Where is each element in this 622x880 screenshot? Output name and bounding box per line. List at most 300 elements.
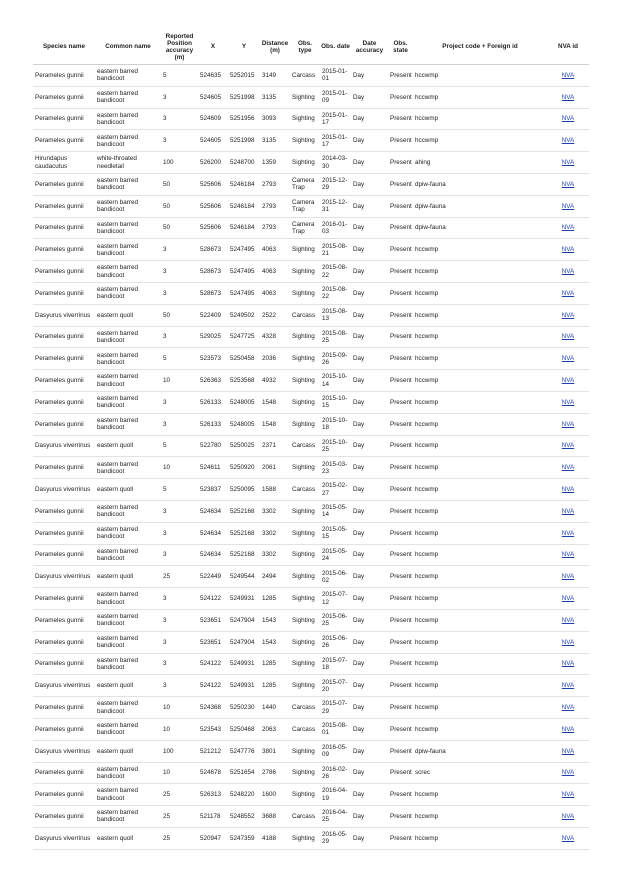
cell-common-name: eastern barred bandicoot — [95, 609, 161, 631]
cell-distance: 1588 — [260, 479, 290, 501]
cell-nva-id — [547, 479, 589, 501]
cell-obs-type: Sighting — [290, 282, 320, 304]
cell-x: 526363 — [198, 370, 228, 392]
cell-common-name: eastern barred bandicoot — [95, 217, 161, 239]
cell-obs-state: Present — [388, 195, 413, 217]
cell-species-name: Dasyurus viverrinus — [33, 435, 95, 457]
cell-y: 5251998 — [228, 130, 260, 152]
cell-species-name: Perameles gunnii — [33, 326, 95, 348]
cell-distance: 2063 — [260, 718, 290, 740]
cell-common-name: eastern barred bandicoot — [95, 762, 161, 784]
cell-distance: 1600 — [260, 784, 290, 806]
cell-position-accuracy: 3 — [161, 522, 198, 544]
cell-obs-date: 2015-05-14 — [320, 500, 351, 522]
cell-distance: 4063 — [260, 261, 290, 283]
cell-distance: 3688 — [260, 806, 290, 828]
cell-species-name: Perameles gunnii — [33, 391, 95, 413]
nva-link[interactable]: NVA — [561, 93, 575, 101]
cell-obs-date: 2015-08-22 — [320, 282, 351, 304]
cell-common-name: eastern barred bandicoot — [95, 239, 161, 261]
cell-common-name: eastern quoll — [95, 304, 161, 326]
nva-link[interactable]: NVA — [561, 725, 575, 733]
cell-x: 525606 — [198, 195, 228, 217]
cell-obs-date: 2015-08-25 — [320, 326, 351, 348]
cell-x: 528673 — [198, 282, 228, 304]
nva-link[interactable]: NVA — [561, 769, 575, 777]
cell-obs-type: Sighting — [290, 500, 320, 522]
cell-x: 524611 — [198, 457, 228, 479]
cell-species-name: Dasyurus viverrinus — [33, 566, 95, 588]
cell-nva-id — [547, 86, 589, 108]
header-distance: Distance (m) — [260, 30, 290, 65]
nva-link[interactable]: NVA — [561, 137, 575, 145]
nva-link[interactable]: NVA — [561, 682, 575, 690]
cell-obs-date: 2015-08-13 — [320, 304, 351, 326]
cell-y: 5246184 — [228, 217, 260, 239]
cell-date-accuracy: Day — [351, 130, 388, 152]
cell-nva-id — [547, 239, 589, 261]
cell-obs-type: Camera Trap — [290, 217, 320, 239]
cell-x: 526133 — [198, 391, 228, 413]
cell-obs-type: Sighting — [290, 653, 320, 675]
cell-species-name: Perameles gunnii — [33, 718, 95, 740]
cell-y: 5249544 — [228, 566, 260, 588]
cell-y: 5247904 — [228, 609, 260, 631]
cell-obs-type: Sighting — [290, 108, 320, 130]
cell-date-accuracy: Day — [351, 762, 388, 784]
cell-x: 521178 — [198, 806, 228, 828]
nva-link[interactable]: NVA — [561, 594, 575, 602]
cell-common-name: eastern barred bandicoot — [95, 195, 161, 217]
cell-nva-id — [547, 609, 589, 631]
observation-table — [33, 30, 589, 850]
cell-x: 524122 — [198, 588, 228, 610]
table-row — [33, 609, 589, 631]
header-common-name: Common name — [95, 30, 161, 65]
cell-nva-id — [547, 391, 589, 413]
cell-common-name: eastern barred bandicoot — [95, 784, 161, 806]
cell-y: 5247725 — [228, 326, 260, 348]
nva-link[interactable]: NVA — [561, 507, 575, 515]
table-row — [33, 457, 589, 479]
cell-position-accuracy: 5 — [161, 479, 198, 501]
cell-obs-type: Sighting — [290, 457, 320, 479]
cell-y: 5252168 — [228, 500, 260, 522]
cell-obs-state: Present — [388, 130, 413, 152]
cell-nva-id — [547, 653, 589, 675]
cell-y: 5248552 — [228, 806, 260, 828]
cell-x: 522449 — [198, 566, 228, 588]
cell-y: 5247776 — [228, 740, 260, 762]
cell-common-name: white-throated needletail — [95, 152, 161, 174]
nva-link[interactable]: NVA — [561, 158, 575, 166]
cell-date-accuracy: Day — [351, 217, 388, 239]
cell-common-name: eastern barred bandicoot — [95, 653, 161, 675]
cell-obs-state: Present — [388, 282, 413, 304]
table-row — [33, 130, 589, 152]
cell-x: 524609 — [198, 108, 228, 130]
cell-project-code: hccwmp — [413, 65, 547, 87]
cell-species-name: Dasyurus viverrinus — [33, 479, 95, 501]
cell-date-accuracy: Day — [351, 588, 388, 610]
cell-y: 5251956 — [228, 108, 260, 130]
cell-obs-type: Carcass — [290, 697, 320, 719]
cell-date-accuracy: Day — [351, 413, 388, 435]
cell-project-code: hccwmp — [413, 566, 547, 588]
table-row — [33, 108, 589, 130]
table-row — [33, 261, 589, 283]
nva-link[interactable]: NVA — [561, 791, 575, 799]
cell-obs-type: Carcass — [290, 479, 320, 501]
cell-y: 5247495 — [228, 261, 260, 283]
cell-x: 526200 — [198, 152, 228, 174]
cell-obs-state: Present — [388, 391, 413, 413]
cell-date-accuracy: Day — [351, 566, 388, 588]
cell-common-name: eastern barred bandicoot — [95, 65, 161, 87]
nva-link[interactable]: NVA — [561, 660, 575, 668]
cell-x: 526133 — [198, 413, 228, 435]
cell-date-accuracy: Day — [351, 261, 388, 283]
cell-y: 5247495 — [228, 282, 260, 304]
cell-position-accuracy: 5 — [161, 348, 198, 370]
cell-project-code: hccwmp — [413, 86, 547, 108]
cell-obs-date: 2015-07-12 — [320, 588, 351, 610]
cell-obs-type: Camera Trap — [290, 173, 320, 195]
cell-distance: 4188 — [260, 827, 290, 849]
cell-x: 524634 — [198, 544, 228, 566]
cell-nva-id — [547, 173, 589, 195]
cell-project-code: hccwmp — [413, 522, 547, 544]
cell-species-name: Perameles gunnii — [33, 588, 95, 610]
cell-obs-type: Sighting — [290, 784, 320, 806]
nva-link[interactable]: NVA — [561, 616, 575, 624]
cell-distance: 2494 — [260, 566, 290, 588]
cell-date-accuracy: Day — [351, 827, 388, 849]
table-row — [33, 282, 589, 304]
cell-distance: 1285 — [260, 653, 290, 675]
cell-obs-state: Present — [388, 631, 413, 653]
cell-date-accuracy: Day — [351, 609, 388, 631]
cell-date-accuracy: Day — [351, 675, 388, 697]
cell-nva-id — [547, 282, 589, 304]
cell-position-accuracy: 3 — [161, 544, 198, 566]
header-obs-type: Obs. type — [290, 30, 320, 65]
cell-distance: 1359 — [260, 152, 290, 174]
cell-y: 5247495 — [228, 239, 260, 261]
cell-obs-date: 2015-01-17 — [320, 130, 351, 152]
cell-nva-id — [547, 631, 589, 653]
cell-date-accuracy: Day — [351, 435, 388, 457]
cell-project-code: hccwmp — [413, 697, 547, 719]
cell-obs-state: Present — [388, 413, 413, 435]
cell-x: 524122 — [198, 653, 228, 675]
cell-obs-type: Sighting — [290, 566, 320, 588]
table-body — [33, 65, 589, 850]
cell-obs-state: Present — [388, 827, 413, 849]
cell-species-name: Dasyurus viverrinus — [33, 675, 95, 697]
cell-x: 522780 — [198, 435, 228, 457]
cell-obs-date: 2015-06-02 — [320, 566, 351, 588]
cell-x: 523651 — [198, 631, 228, 653]
cell-x: 529025 — [198, 326, 228, 348]
cell-y: 5249502 — [228, 304, 260, 326]
cell-obs-date: 2015-05-15 — [320, 522, 351, 544]
cell-position-accuracy: 25 — [161, 566, 198, 588]
cell-project-code: hccwmp — [413, 261, 547, 283]
cell-common-name: eastern barred bandicoot — [95, 457, 161, 479]
cell-obs-date: 2016-04-19 — [320, 784, 351, 806]
cell-x: 523837 — [198, 479, 228, 501]
cell-obs-type: Sighting — [290, 631, 320, 653]
cell-obs-type: Sighting — [290, 370, 320, 392]
nva-link[interactable]: NVA — [561, 115, 575, 123]
cell-obs-state: Present — [388, 217, 413, 239]
cell-species-name: Perameles gunnii — [33, 544, 95, 566]
table-row — [33, 348, 589, 370]
cell-distance: 4932 — [260, 370, 290, 392]
nva-link[interactable]: NVA — [561, 376, 575, 384]
nva-link[interactable]: NVA — [561, 812, 575, 820]
cell-obs-date: 2015-08-21 — [320, 239, 351, 261]
nva-link[interactable]: NVA — [561, 202, 575, 210]
cell-species-name: Dasyurus viverrinus — [33, 740, 95, 762]
cell-nva-id — [547, 413, 589, 435]
cell-y: 5247359 — [228, 827, 260, 849]
cell-species-name: Perameles gunnii — [33, 457, 95, 479]
cell-obs-date: 2015-07-18 — [320, 653, 351, 675]
cell-nva-id — [547, 217, 589, 239]
cell-position-accuracy: 3 — [161, 609, 198, 631]
cell-project-code: ahing — [413, 152, 547, 174]
nva-link[interactable]: NVA — [561, 289, 575, 297]
cell-species-name: Perameles gunnii — [33, 65, 95, 87]
cell-y: 5250458 — [228, 348, 260, 370]
table-row — [33, 631, 589, 653]
header-position-accuracy: Reported Position accuracy (m) — [161, 30, 198, 65]
cell-species-name: Perameles gunnii — [33, 86, 95, 108]
nva-link[interactable]: NVA — [561, 638, 575, 646]
cell-obs-state: Present — [388, 457, 413, 479]
cell-date-accuracy: Day — [351, 718, 388, 740]
cell-obs-type: Sighting — [290, 239, 320, 261]
cell-x: 524368 — [198, 697, 228, 719]
cell-position-accuracy: 3 — [161, 326, 198, 348]
cell-nva-id — [547, 304, 589, 326]
cell-project-code: hccwmp — [413, 479, 547, 501]
cell-obs-state: Present — [388, 261, 413, 283]
cell-nva-id — [547, 697, 589, 719]
cell-position-accuracy: 3 — [161, 675, 198, 697]
nva-link[interactable]: NVA — [561, 180, 575, 188]
cell-x: 524678 — [198, 762, 228, 784]
cell-obs-state: Present — [388, 697, 413, 719]
cell-common-name: eastern quoll — [95, 479, 161, 501]
cell-species-name: Perameles gunnii — [33, 806, 95, 828]
cell-nva-id — [547, 675, 589, 697]
cell-obs-date: 2015-10-14 — [320, 370, 351, 392]
nva-link[interactable]: NVA — [561, 398, 575, 406]
cell-common-name: eastern barred bandicoot — [95, 544, 161, 566]
cell-project-code: dpiw-fauna — [413, 740, 547, 762]
cell-obs-date: 2015-10-18 — [320, 413, 351, 435]
cell-nva-id — [547, 588, 589, 610]
cell-y: 5250230 — [228, 697, 260, 719]
cell-nva-id — [547, 195, 589, 217]
cell-obs-state: Present — [388, 152, 413, 174]
cell-distance: 2793 — [260, 217, 290, 239]
cell-distance: 1548 — [260, 391, 290, 413]
nva-link[interactable]: NVA — [561, 224, 575, 232]
cell-common-name: eastern barred bandicoot — [95, 588, 161, 610]
cell-nva-id — [547, 500, 589, 522]
cell-project-code: hccwmp — [413, 609, 547, 631]
cell-obs-date: 2016-05-29 — [320, 827, 351, 849]
cell-y: 5250095 — [228, 479, 260, 501]
cell-project-code: hccwmp — [413, 784, 547, 806]
cell-position-accuracy: 10 — [161, 697, 198, 719]
cell-project-code: hccwmp — [413, 500, 547, 522]
nva-link[interactable]: NVA — [561, 442, 575, 450]
cell-species-name: Perameles gunnii — [33, 784, 95, 806]
cell-distance: 3135 — [260, 86, 290, 108]
cell-position-accuracy: 10 — [161, 718, 198, 740]
cell-date-accuracy: Day — [351, 457, 388, 479]
cell-obs-state: Present — [388, 500, 413, 522]
table-row — [33, 479, 589, 501]
cell-species-name: Perameles gunnii — [33, 762, 95, 784]
cell-species-name: Perameles gunnii — [33, 239, 95, 261]
cell-date-accuracy: Day — [351, 152, 388, 174]
cell-obs-state: Present — [388, 762, 413, 784]
nva-link[interactable]: NVA — [561, 267, 575, 275]
cell-common-name: eastern barred bandicoot — [95, 806, 161, 828]
cell-obs-date: 2015-09-26 — [320, 348, 351, 370]
cell-y: 5250468 — [228, 718, 260, 740]
cell-date-accuracy: Day — [351, 195, 388, 217]
nva-link[interactable]: NVA — [561, 529, 575, 537]
cell-species-name: Perameles gunnii — [33, 413, 95, 435]
cell-common-name: eastern barred bandicoot — [95, 697, 161, 719]
cell-obs-date: 2015-12-31 — [320, 195, 351, 217]
cell-date-accuracy: Day — [351, 500, 388, 522]
nva-link[interactable]: NVA — [561, 573, 575, 581]
table-row — [33, 566, 589, 588]
cell-position-accuracy: 5 — [161, 435, 198, 457]
cell-species-name: Perameles gunnii — [33, 370, 95, 392]
cell-project-code: hccwmp — [413, 718, 547, 740]
cell-y: 5249931 — [228, 675, 260, 697]
cell-y: 5253568 — [228, 370, 260, 392]
cell-species-name: Perameles gunnii — [33, 130, 95, 152]
nva-link[interactable]: NVA — [561, 333, 575, 341]
nva-link[interactable]: NVA — [561, 420, 575, 428]
cell-date-accuracy: Day — [351, 65, 388, 87]
cell-obs-state: Present — [388, 348, 413, 370]
header-x: X — [198, 30, 228, 65]
cell-project-code: hccwmp — [413, 304, 547, 326]
cell-x: 524634 — [198, 522, 228, 544]
nva-link[interactable]: NVA — [561, 747, 575, 755]
cell-y: 5248700 — [228, 152, 260, 174]
cell-obs-type: Sighting — [290, 827, 320, 849]
nva-link[interactable]: NVA — [561, 311, 575, 319]
cell-obs-state: Present — [388, 784, 413, 806]
cell-obs-state: Present — [388, 86, 413, 108]
table-row — [33, 697, 589, 719]
cell-y: 5248005 — [228, 391, 260, 413]
cell-obs-type: Sighting — [290, 740, 320, 762]
header-project-code: Project code + Foreign id — [413, 30, 547, 65]
cell-obs-date: 2015-10-25 — [320, 435, 351, 457]
cell-x: 523543 — [198, 718, 228, 740]
cell-common-name: eastern barred bandicoot — [95, 86, 161, 108]
cell-x: 523651 — [198, 609, 228, 631]
cell-position-accuracy: 100 — [161, 152, 198, 174]
cell-date-accuracy: Day — [351, 479, 388, 501]
cell-obs-date: 2015-01-17 — [320, 108, 351, 130]
cell-y: 5249931 — [228, 588, 260, 610]
cell-species-name: Perameles gunnii — [33, 522, 95, 544]
cell-species-name: Perameles gunnii — [33, 653, 95, 675]
cell-position-accuracy: 25 — [161, 827, 198, 849]
cell-obs-type: Carcass — [290, 718, 320, 740]
cell-position-accuracy: 3 — [161, 500, 198, 522]
cell-position-accuracy: 10 — [161, 762, 198, 784]
header-row — [33, 30, 589, 65]
nva-link[interactable]: NVA — [561, 464, 575, 472]
cell-y: 5248220 — [228, 784, 260, 806]
cell-obs-type: Sighting — [290, 522, 320, 544]
nva-link[interactable]: NVA — [561, 71, 575, 79]
cell-distance: 1548 — [260, 413, 290, 435]
cell-position-accuracy: 3 — [161, 282, 198, 304]
cell-common-name: eastern barred bandicoot — [95, 718, 161, 740]
nva-link[interactable]: NVA — [561, 485, 575, 493]
header-y: Y — [228, 30, 260, 65]
cell-position-accuracy: 3 — [161, 391, 198, 413]
cell-distance: 4063 — [260, 239, 290, 261]
cell-obs-date: 2015-01-01 — [320, 65, 351, 87]
nva-link[interactable]: NVA — [561, 703, 575, 711]
cell-obs-type: Sighting — [290, 413, 320, 435]
cell-position-accuracy: 100 — [161, 740, 198, 762]
cell-project-code: hccwmp — [413, 806, 547, 828]
cell-project-code: hccwmp — [413, 108, 547, 130]
cell-date-accuracy: Day — [351, 370, 388, 392]
cell-obs-type: Sighting — [290, 130, 320, 152]
nva-link[interactable]: NVA — [561, 355, 575, 363]
cell-common-name: eastern barred bandicoot — [95, 326, 161, 348]
cell-obs-date: 2015-08-01 — [320, 718, 351, 740]
nva-link[interactable]: NVA — [561, 551, 575, 559]
cell-position-accuracy: 3 — [161, 413, 198, 435]
cell-project-code: hccwmp — [413, 435, 547, 457]
cell-nva-id — [547, 435, 589, 457]
cell-distance: 1285 — [260, 588, 290, 610]
nva-link[interactable]: NVA — [561, 834, 575, 842]
cell-date-accuracy: Day — [351, 86, 388, 108]
cell-nva-id — [547, 784, 589, 806]
cell-distance: 1440 — [260, 697, 290, 719]
cell-position-accuracy: 5 — [161, 65, 198, 87]
cell-position-accuracy: 10 — [161, 370, 198, 392]
nva-link[interactable]: NVA — [561, 246, 575, 254]
cell-project-code: dpiw-fauna — [413, 195, 547, 217]
cell-common-name: eastern quoll — [95, 740, 161, 762]
cell-obs-state: Present — [388, 108, 413, 130]
cell-distance: 1543 — [260, 609, 290, 631]
cell-project-code: hccwmp — [413, 391, 547, 413]
